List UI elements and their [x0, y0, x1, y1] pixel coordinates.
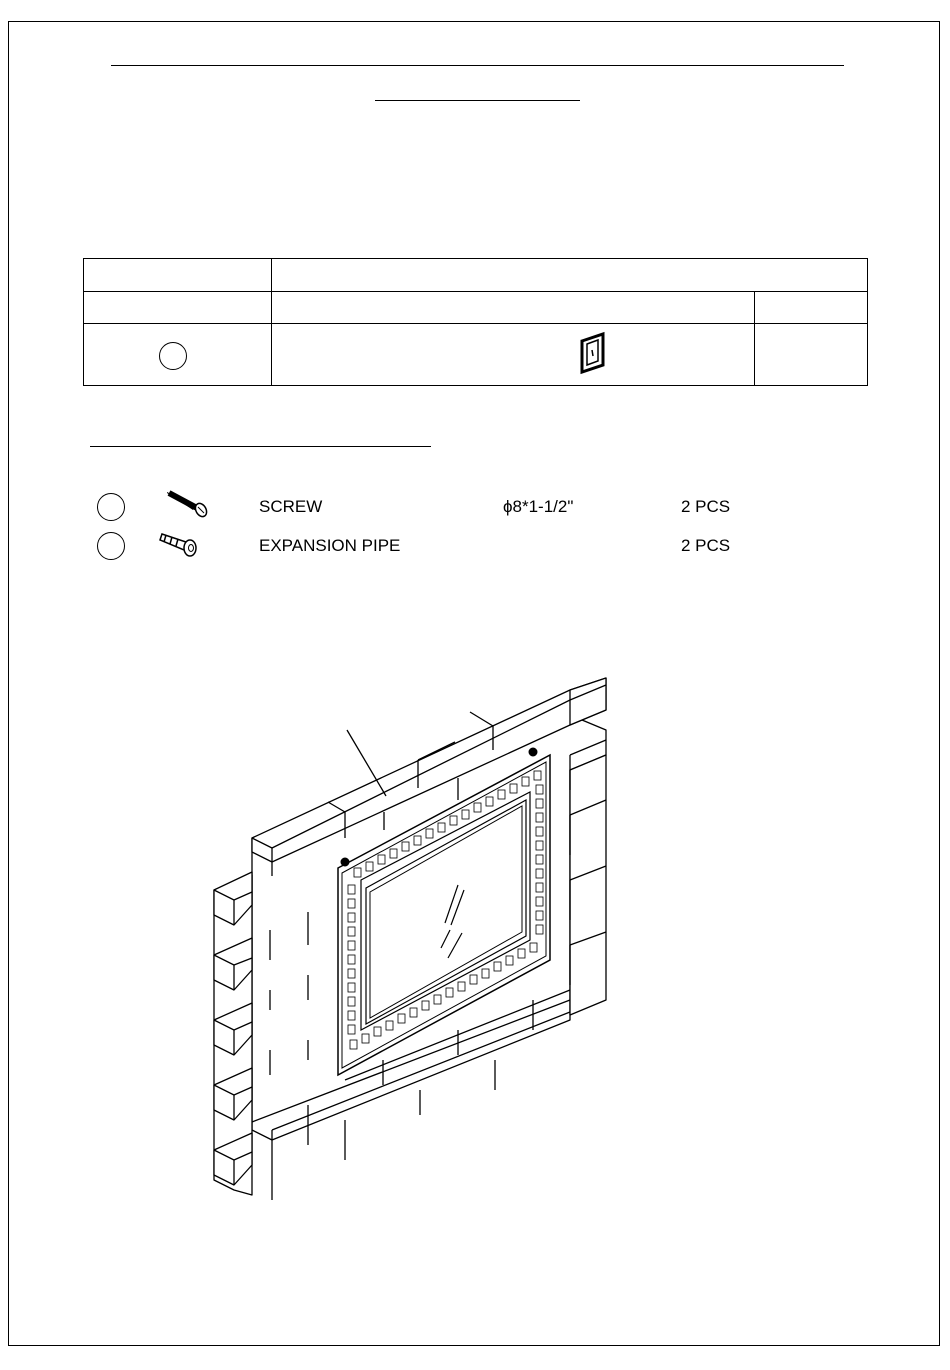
- hardware-name: SCREW: [259, 497, 323, 516]
- hardware-name: EXPANSION PIPE: [259, 536, 401, 555]
- hardware-quantity: 2 PCS: [681, 536, 731, 555]
- hardware-quantity: 2 PCS: [681, 497, 731, 516]
- hardware-spec: ϕ8*1-1/2": [503, 497, 574, 516]
